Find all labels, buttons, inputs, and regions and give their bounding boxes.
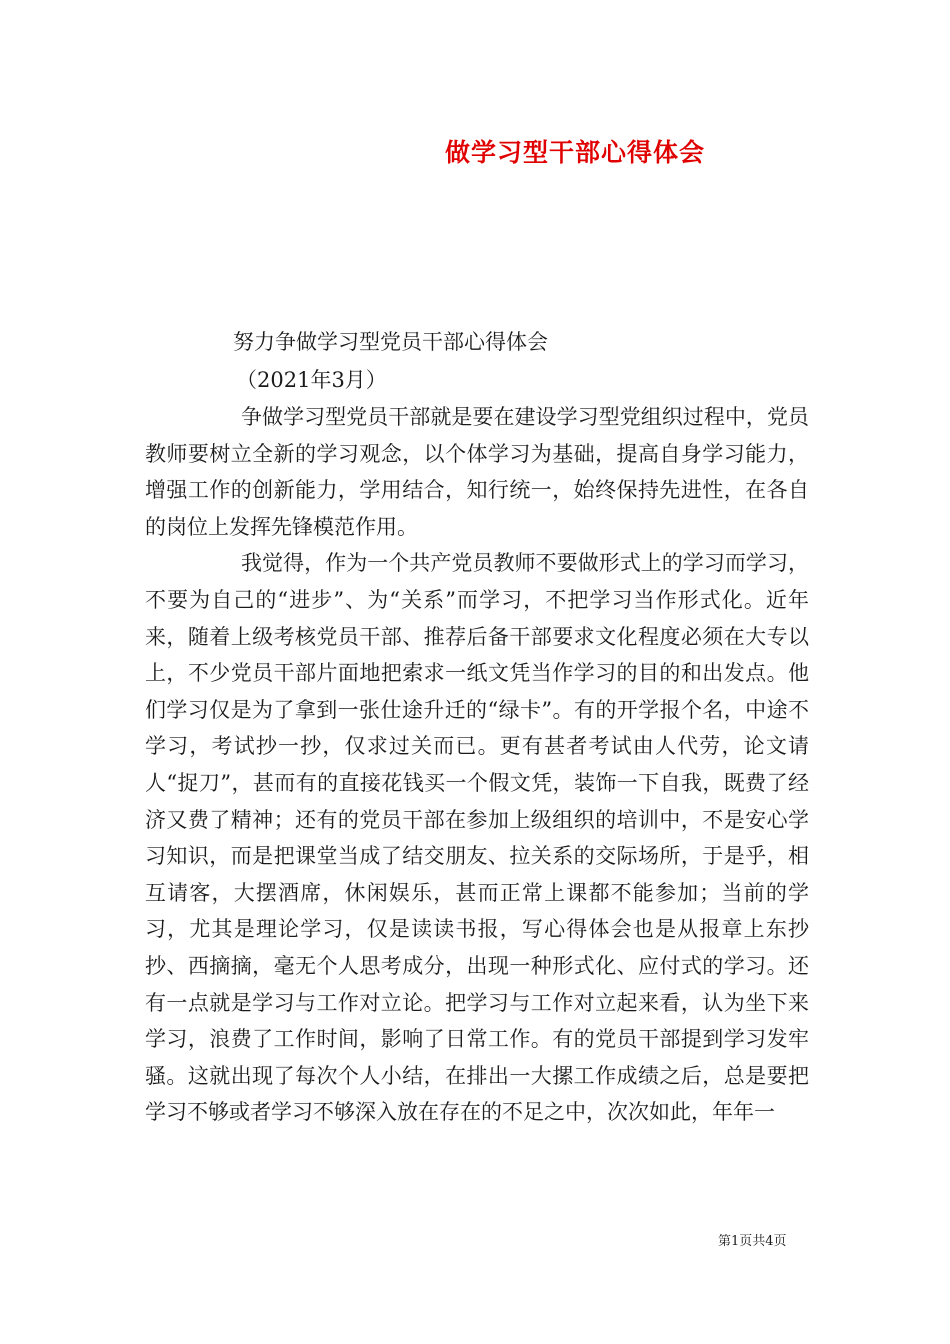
document-date: （2021年3月） — [236, 368, 387, 392]
body-paragraph: 我觉得，作为一个共产党员教师不要做形式上的学习而学习，不要为自己的“进步”、为“关系”而学习，不把学习当作形式化。近年来，随着上级考核党员干部、推荐后备干部要求文化程度必须在大专以上，不少党员干部片面地把索求一纸文凭当作学习的目的和出发点。他们学习仅是为了拿到一张仕途升迁的“绿卡”。有的开学报个名，中途不学习，考试抄一抄，仅求过关而已。更有甚者考试由人代劳，论文请人“捉刀”，甚而有的直接花钱买一个假文凭，装饰一下自我，既费了经济又费了精神；还有的党员干部在参加上级组织的培训中，不是安心学习知识，而是把课堂当成了结交朋友、拉关系的交际场所，于是乎，相互请客，大摆酒席，休闲娱乐，甚而正常上课都不能参加；当前的学习，尤其是理论学习，仅是读读书报，写心得体会也是从报章上东抄抄、西摘摘，毫无个人思考成分，出现一种形式化、应付式的学习。还有一点就是学习与工作对立论。把学习与工作对立起来看，认为坐下来学习，浪费了工作时间，影响了日常工作。有的党员干部提到学习发牢骚。这就出现了每次个人小结，在排出一大摞工作成绩之后，总是要把学习不够或者学习不够深入放在存在的不足之中，次次如此，年年一 — [145, 551, 809, 1125]
document-body — [145, 399, 809, 1131]
body-paragraph: 争做学习型党员干部就是要在建设学习型党组织过程中，党员教师要树立全新的学习观念，以个体学习为基础，提高自身学习能力，增强工作的创新能力，学用结合，知行统一，始终保持先进性，在各自的岗位上发挥先锋模范作用。 — [145, 405, 809, 539]
page-number: 第1页共4页 — [718, 1234, 787, 1249]
document-subtitle: 努力争做学习型党员干部心得体会 — [233, 330, 548, 354]
document-title: 做学习型干部心得体会 — [444, 138, 705, 167]
